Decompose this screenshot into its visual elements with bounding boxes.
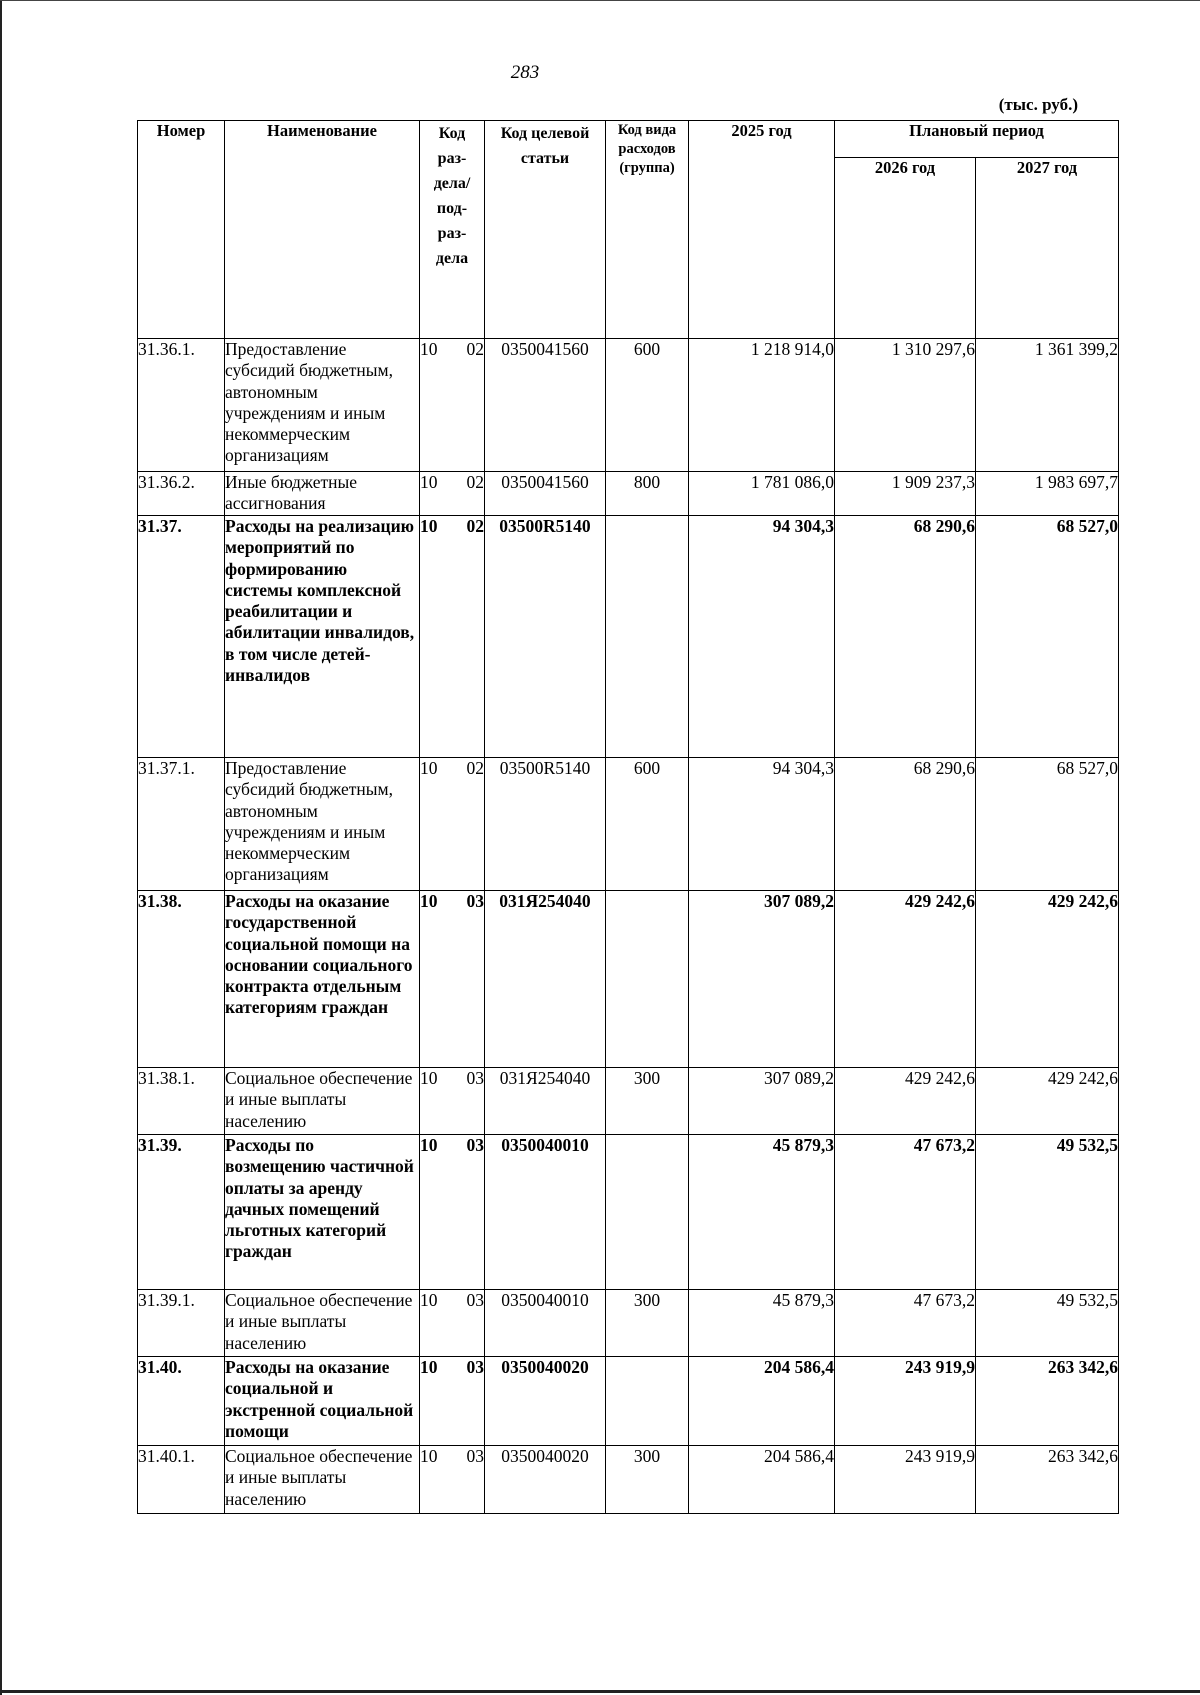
table-row <box>138 1357 1119 1446</box>
row-target-code: 0350040020 <box>485 1357 606 1446</box>
podrazdel-code: 03 <box>466 1068 484 1088</box>
row-amount-2025: 94 304,3 <box>689 758 835 891</box>
row-name: Социальное обеспечение и иные выплаты населению <box>225 1068 420 1135</box>
header-planning-period: Плановый период <box>835 121 1119 158</box>
row-amount-2026: 1 909 237,3 <box>835 472 976 516</box>
podrazdel-code: 02 <box>466 516 484 536</box>
row-number: 31.39.1. <box>138 1290 225 1357</box>
row-target-code: 031Я254040 <box>485 891 606 1068</box>
table-row <box>138 472 1119 516</box>
row-name: Социальное обеспечение и иные выплаты населению <box>225 1290 420 1357</box>
row-target-code: 0350040020 <box>485 1446 606 1514</box>
row-amount-2025: 204 586,4 <box>689 1357 835 1446</box>
row-number: 31.37. <box>138 516 225 758</box>
row-name: Социальное обеспечение и иные выплаты населению <box>225 1446 420 1514</box>
row-amount-2025: 1 218 914,0 <box>689 339 835 472</box>
row-name: Расходы на оказание государственной социальной помощи на основании социального контракта отдельным категориям граждан <box>225 891 420 1068</box>
razdel-code: 10 <box>420 516 438 536</box>
row-expense-type: 800 <box>606 472 689 516</box>
row-expense-type: 600 <box>606 339 689 472</box>
row-name: Расходы по возмещению частичной оплаты за аренду дачных помещений льготных категорий граждан <box>225 1135 420 1290</box>
row-amount-2026: 68 290,6 <box>835 516 976 758</box>
row-amount-2027: 429 242,6 <box>976 1068 1119 1135</box>
row-name: Предоставление субсидий бюджетным, автономным учреждениям и иным некоммерческим организациям <box>225 339 420 472</box>
row-amount-2027: 429 242,6 <box>976 891 1119 1068</box>
row-amount-2027: 263 342,6 <box>976 1357 1119 1446</box>
table-row <box>138 1135 1119 1290</box>
row-amount-2026: 429 242,6 <box>835 891 976 1068</box>
razdel-code: 10 <box>420 1357 438 1377</box>
row-section-code <box>420 1135 485 1290</box>
table-row <box>138 891 1119 1068</box>
page-edge-left <box>0 0 2 1695</box>
row-number: 31.40. <box>138 1357 225 1446</box>
razdel-code: 10 <box>420 1068 438 1088</box>
row-target-code: 0350041560 <box>485 472 606 516</box>
table-row <box>138 1068 1119 1135</box>
row-amount-2025: 1 781 086,0 <box>689 472 835 516</box>
row-expense-type <box>606 1135 689 1290</box>
table-row <box>138 339 1119 472</box>
podrazdel-code: 02 <box>466 758 484 778</box>
row-amount-2025: 45 879,3 <box>689 1290 835 1357</box>
row-name: Иные бюджетные ассигнования <box>225 472 420 516</box>
razdel-code: 10 <box>420 1290 438 1310</box>
page-edge-bottom <box>0 1690 1200 1693</box>
row-expense-type: 300 <box>606 1446 689 1514</box>
row-expense-type <box>606 1357 689 1446</box>
row-number: 31.40.1. <box>138 1446 225 1514</box>
row-amount-2027: 68 527,0 <box>976 758 1119 891</box>
row-target-code: 03500R5140 <box>485 758 606 891</box>
row-amount-2026: 243 919,9 <box>835 1357 976 1446</box>
podrazdel-code: 03 <box>466 1357 484 1377</box>
row-expense-type: 300 <box>606 1068 689 1135</box>
units-label: (тыс. руб.) <box>998 95 1078 114</box>
table-row <box>138 1446 1119 1514</box>
row-amount-2026: 243 919,9 <box>835 1446 976 1514</box>
row-expense-type: 300 <box>606 1290 689 1357</box>
table-row <box>138 758 1119 891</box>
row-target-code: 031Я254040 <box>485 1068 606 1135</box>
razdel-code: 10 <box>420 758 438 778</box>
razdel-code: 10 <box>420 472 438 492</box>
page-edge-top <box>0 0 1200 1</box>
row-amount-2027: 1 983 697,7 <box>976 472 1119 516</box>
budget-table <box>137 120 1119 1514</box>
row-section-code <box>420 891 485 1068</box>
table-row <box>138 1290 1119 1357</box>
row-expense-type <box>606 891 689 1068</box>
podrazdel-code: 03 <box>466 891 484 911</box>
podrazdel-code: 03 <box>466 1446 484 1466</box>
row-amount-2026: 47 673,2 <box>835 1290 976 1357</box>
razdel-code: 10 <box>420 891 438 911</box>
header-name: Наименование <box>225 121 420 339</box>
podrazdel-code: 03 <box>466 1135 484 1155</box>
row-expense-type: 600 <box>606 758 689 891</box>
row-section-code <box>420 1068 485 1135</box>
row-amount-2027: 263 342,6 <box>976 1446 1119 1514</box>
row-expense-type <box>606 516 689 758</box>
row-number: 31.36.2. <box>138 472 225 516</box>
row-section-code <box>420 339 485 472</box>
razdel-code: 10 <box>420 1135 438 1155</box>
row-section-code <box>420 516 485 758</box>
page-number: 283 <box>510 62 540 83</box>
row-number: 31.38.1. <box>138 1068 225 1135</box>
row-target-code: 03500R5140 <box>485 516 606 758</box>
row-amount-2027: 68 527,0 <box>976 516 1119 758</box>
row-section-code <box>420 1357 485 1446</box>
header-expense-type: Код вида расходов (группа) <box>606 121 689 339</box>
row-amount-2027: 49 532,5 <box>976 1290 1119 1357</box>
header-section-code: Код раз-дела/ под-раз-дела <box>420 121 485 339</box>
header-year-2026: 2026 год <box>835 158 976 339</box>
row-section-code <box>420 758 485 891</box>
podrazdel-code: 02 <box>466 472 484 492</box>
row-target-code: 0350041560 <box>485 339 606 472</box>
razdel-code: 10 <box>420 339 438 359</box>
header-target-code: Код целевой статьи <box>485 121 606 339</box>
podrazdel-code: 03 <box>466 1290 484 1310</box>
row-section-code <box>420 1290 485 1357</box>
table-header <box>138 121 1119 339</box>
table-body <box>138 339 1119 1514</box>
row-number: 31.39. <box>138 1135 225 1290</box>
row-number: 31.37.1. <box>138 758 225 891</box>
row-amount-2026: 47 673,2 <box>835 1135 976 1290</box>
row-section-code <box>420 1446 485 1514</box>
row-amount-2027: 1 361 399,2 <box>976 339 1119 472</box>
row-amount-2027: 49 532,5 <box>976 1135 1119 1290</box>
row-name: Предоставление субсидий бюджетным, автономным учреждениям и иным некоммерческим организациям <box>225 758 420 891</box>
table-row <box>138 516 1119 758</box>
row-amount-2025: 307 089,2 <box>689 1068 835 1135</box>
row-name: Расходы на реализацию мероприятий по формированию системы комплексной реабилитации и абилитации инвалидов, в том числе детей-инвалидов <box>225 516 420 758</box>
row-number: 31.36.1. <box>138 339 225 472</box>
header-year-2027: 2027 год <box>976 158 1119 339</box>
podrazdel-code: 02 <box>466 339 484 359</box>
header-year-2025: 2025 год <box>689 121 835 339</box>
row-name: Расходы на оказание социальной и экстренной социальной помощи <box>225 1357 420 1446</box>
row-amount-2025: 45 879,3 <box>689 1135 835 1290</box>
row-amount-2026: 429 242,6 <box>835 1068 976 1135</box>
row-amount-2026: 68 290,6 <box>835 758 976 891</box>
row-number: 31.38. <box>138 891 225 1068</box>
row-amount-2025: 204 586,4 <box>689 1446 835 1514</box>
row-section-code <box>420 472 485 516</box>
header-number: Номер <box>138 121 225 339</box>
row-target-code: 0350040010 <box>485 1135 606 1290</box>
row-amount-2026: 1 310 297,6 <box>835 339 976 472</box>
row-amount-2025: 94 304,3 <box>689 516 835 758</box>
row-target-code: 0350040010 <box>485 1290 606 1357</box>
razdel-code: 10 <box>420 1446 438 1466</box>
row-amount-2025: 307 089,2 <box>689 891 835 1068</box>
